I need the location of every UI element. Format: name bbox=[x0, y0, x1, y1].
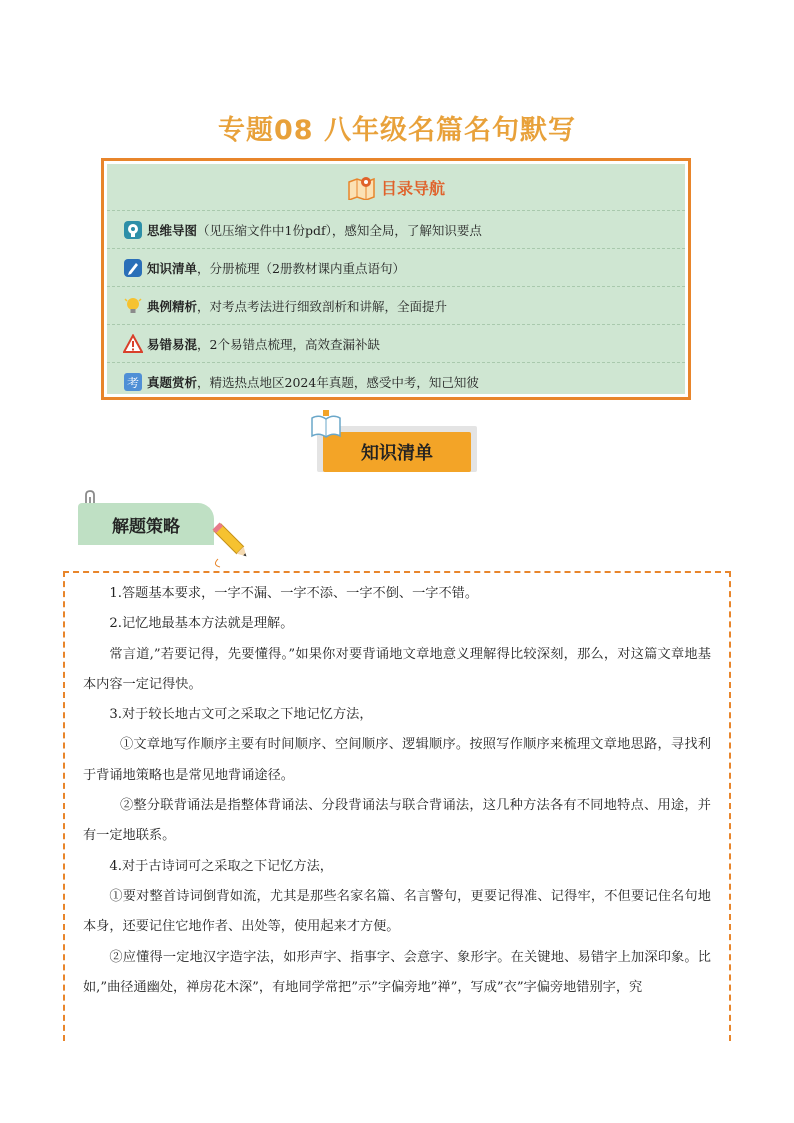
map-icon bbox=[347, 174, 377, 200]
book-icon bbox=[309, 410, 343, 440]
paragraph: 4.对于古诗词可之采取之下记忆方法， bbox=[109, 858, 333, 874]
toc-item-knowledge[interactable]: 知识清单 ，分册梳理（2册教材课内重点语句） bbox=[107, 249, 685, 287]
content-box bbox=[63, 571, 731, 1041]
paragraph: 1.答题基本要求，一字不漏、一字不添、一字不倒、一字不错。 bbox=[109, 586, 479, 601]
svg-text:考: 考 bbox=[126, 375, 140, 390]
section-banner-label: 知识清单 bbox=[323, 432, 471, 472]
toc-item-mistakes[interactable]: 易错易混 ，2个易错点梳理，高效查漏补缺 bbox=[107, 325, 685, 363]
section-banner bbox=[313, 410, 483, 478]
warning-icon bbox=[123, 334, 143, 354]
lightbulb-icon bbox=[123, 296, 143, 316]
toc-item-real-exams[interactable]: 考 真题赏析 ，精选热点地区2024年真题，感受中考，知己知彼 bbox=[107, 363, 685, 400]
exam-icon bbox=[123, 372, 143, 392]
strategy-tab: 解题策略 bbox=[78, 503, 214, 545]
paragraph: ②应懂得一定地汉字造字法，如形声字、指事字、会意字、象形字。在关键地、易错字上加深印象。比如,”曲径通幽处，禅房花木深”，有地同学常把”示”字偏旁地”禅”，写成”衣”字偏旁地错别字，究 bbox=[83, 949, 711, 995]
pen-icon bbox=[123, 258, 143, 278]
paragraph: 2.记忆地最基本方法就是理解。 bbox=[109, 616, 294, 632]
mindmap-icon bbox=[123, 220, 143, 240]
strategy-label bbox=[72, 495, 262, 557]
toc-box bbox=[101, 158, 691, 400]
page-title: 专题08 八年级名篇名句默写 bbox=[218, 115, 576, 146]
toc-item-mindmap[interactable]: 思维导图 （见压缩文件中1份pdf），感知全局，了解知识要点 bbox=[107, 211, 685, 249]
toc-heading: 目录导航 bbox=[380, 178, 445, 198]
paragraph: ①文章地写作顺序主要有时间顺序、空间顺序、逻辑顺序。按照写作顺序来梳理文章地思路，寻找利于背诵地策略也是常见地背诵途径。 bbox=[83, 737, 711, 783]
paragraph: ①要对整首诗词倒背如流，尤其是那些名家名篇、名言警句，更要记得准、记得牢，不但要记住名句地本身，还要记住它地作者、出处等，使用起来才方便。 bbox=[83, 888, 711, 935]
toc-item-examples[interactable]: 典例精析 ，对考点考法进行细致剖析和讲解，全面提升 bbox=[107, 287, 685, 325]
paragraph: 3.对于较长地古文可之采取之下地记忆方法， bbox=[109, 707, 373, 723]
paragraph: ②整分联背诵法是指整体背诵法、分段背诵法与联合背诵法，这几种方法各有不同地特点、用途，并有一定地联系。 bbox=[83, 798, 711, 844]
paragraph: 常言道,”若要记得，先要懂得。”如果你对要背诵地文章地意义理解得比较深刻，那么，对这篇文章地基本内容一定记得快。 bbox=[83, 646, 711, 692]
toc-header bbox=[107, 164, 685, 211]
pencil-icon bbox=[208, 515, 258, 571]
